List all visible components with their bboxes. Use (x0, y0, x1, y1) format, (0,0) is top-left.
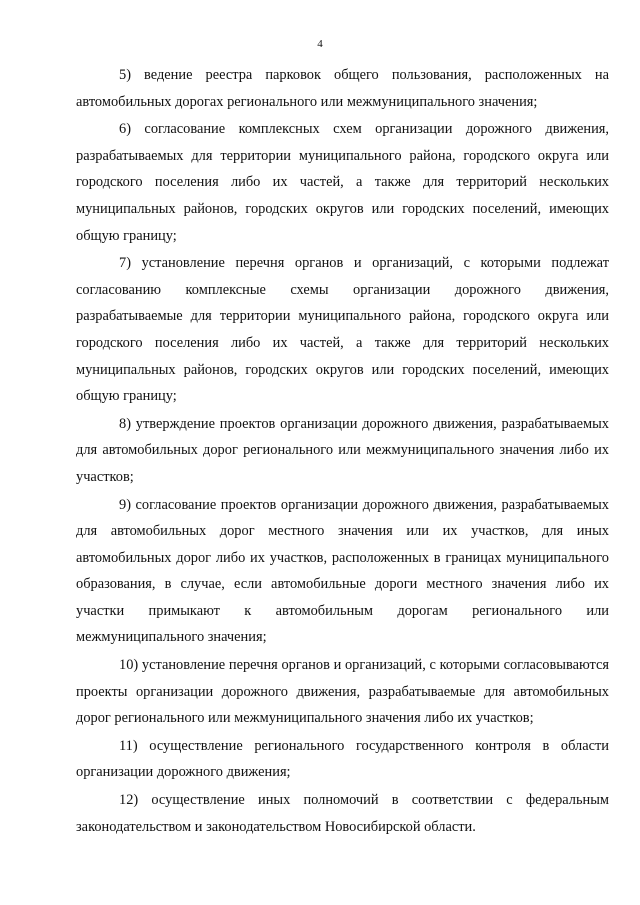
document-body (76, 62, 609, 841)
list-item-11: 11) осуществление регионального государственного контроля в области организации дорожного движения; (76, 737, 609, 781)
list-item-12: 12) осуществление иных полномочий в соответствии с федеральным законодательством и законодательством Новосибирской области. (76, 792, 609, 835)
list-item-10: 10) установление перечня органов и организаций, с которыми согласовываются проекты организации дорожного движения, разрабатываемые для автомобильных дорог регионального или межмуниципального значения либо их участков; (76, 657, 609, 727)
page-number: 4 (317, 38, 323, 50)
list-item-5: 5) ведение реестра парковок общего пользования, расположенных на автомобильных дорогах регионального или межмуниципального значения; (76, 67, 609, 110)
list-item-9: 9) согласование проектов организации дорожного движения, разрабатываемых для автомобильных дорог местного значения или их участков, для иных автомобильных дорог либо их участков, расположенных в границах муниципального образования, в случае, если автомобильные дороги местного значения либо их участки примыкают к автомобильным дорогам регионального или межмуниципального значения; (76, 496, 609, 646)
list-item-6: 6) согласование комплексных схем организации дорожного движения, разрабатываемых для территории муниципального района, городского округа или городского поселения либо их частей, а также для территорий нескольких муниципальных районов, городских округов или городских поселений, имеющих общую границу; (76, 121, 609, 244)
list-item-7: 7) установление перечня органов и организаций, с которыми подлежат согласованию комплексные схемы организации дорожного движения, разрабатываемые для территории муниципального района, городского округа или городского поселения либо их частей, а также для территорий нескольких муниципальных районов, городских округов или городских поселений, имеющих общую границу; (76, 255, 609, 405)
list-item-8: 8) утверждение проектов организации дорожного движения, разрабатываемых для автомобильных дорог регионального или межмуниципального значения либо их участков; (76, 415, 609, 485)
